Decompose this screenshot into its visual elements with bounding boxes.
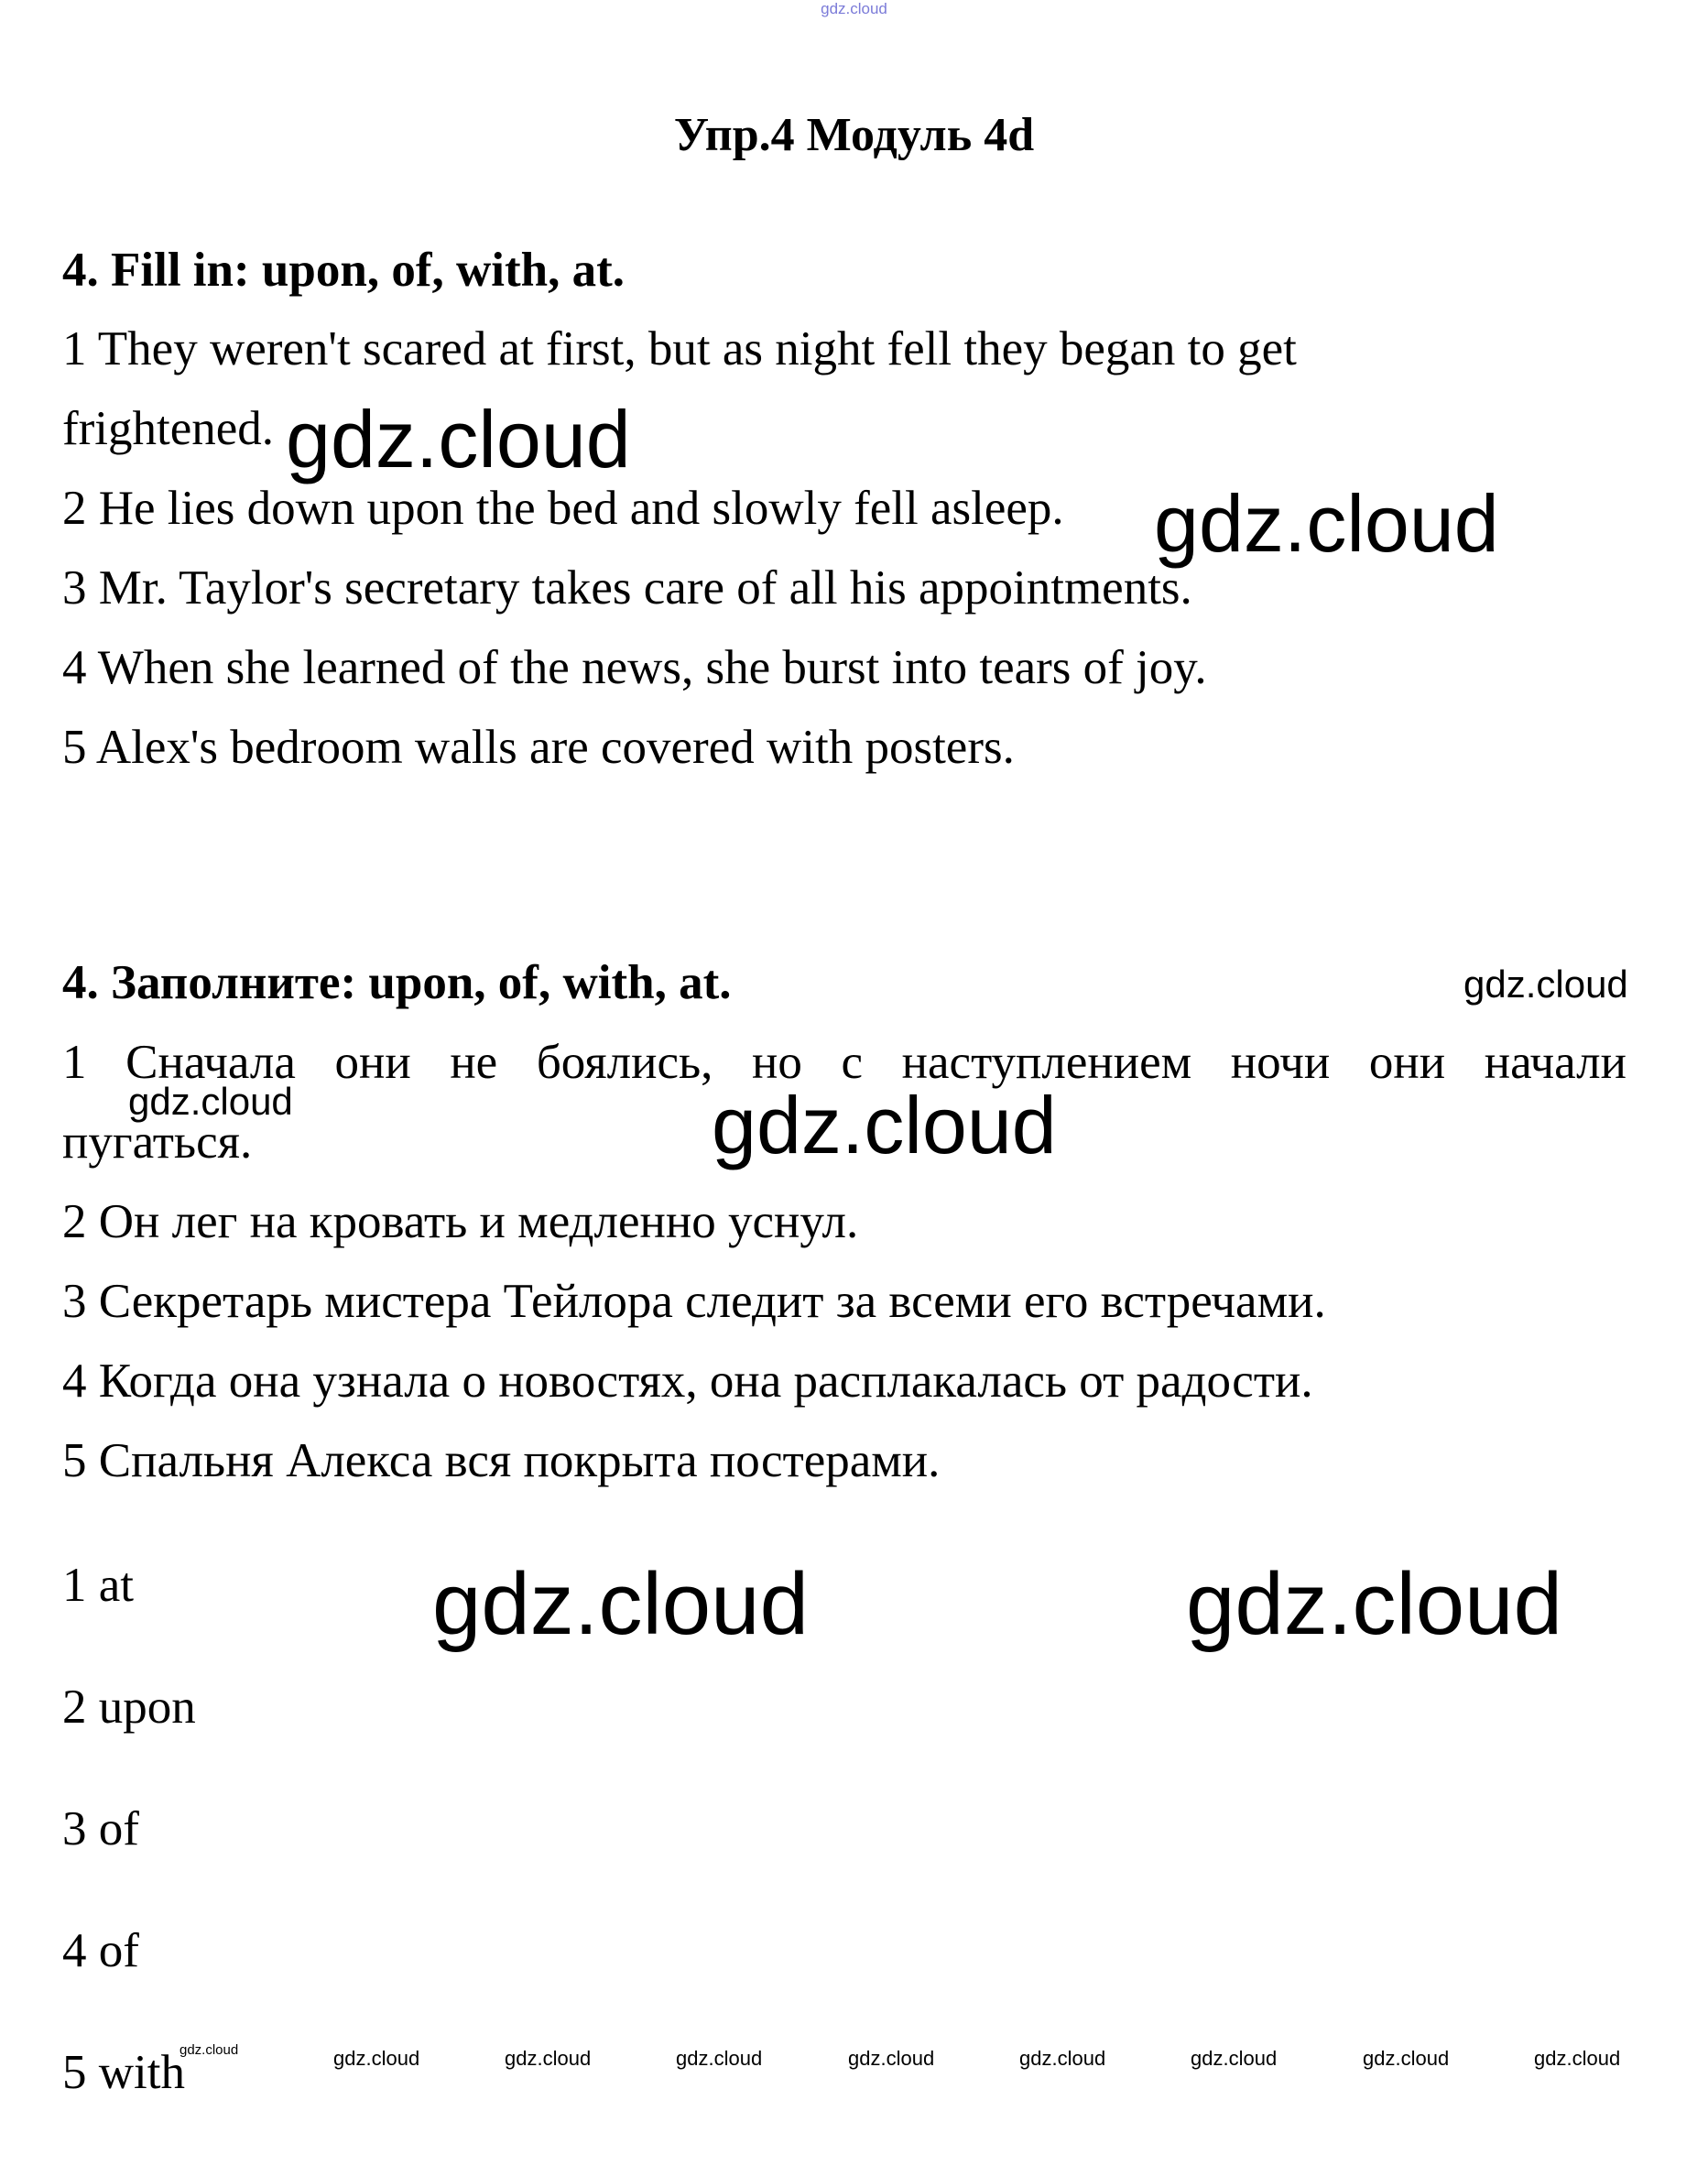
watermark: gdz.cloud — [1186, 1555, 1562, 1653]
footer-watermark: gdz.cloud — [676, 2047, 763, 2070]
russian-sentence-2: 2 Он лег на кровать и медленно уснул. — [62, 1195, 859, 1248]
english-sentence-1-part-2: frightened. — [62, 402, 275, 455]
footer-watermark: gdz.cloud — [505, 2047, 592, 2070]
watermark: gdz.cloud — [128, 1080, 293, 1123]
footer-watermark: gdz.cloud — [1534, 2047, 1621, 2070]
russian-sentence-1-part-1: 1 Сначала они не боялись, но с наступлением ночи они начали — [62, 1036, 1626, 1089]
answer-5: 5 with — [62, 2046, 185, 2099]
footer-watermark: gdz.cloud — [180, 2042, 239, 2058]
answer-4: 4 of — [62, 1924, 139, 1977]
russian-sentence-5: 5 Спальня Алекса вся покрыта постерами. — [62, 1434, 941, 1487]
russian-sentence-4: 4 Когда она узнала о новостях, она расплакалась от радости. — [62, 1354, 1313, 1408]
english-sentence-2: 2 He lies down upon the bed and slowly fell asleep. — [62, 482, 1064, 535]
watermark: gdz.cloud — [432, 1555, 809, 1653]
top-watermark: gdz.cloud — [821, 0, 887, 17]
footer-watermark: gdz.cloud — [1191, 2047, 1278, 2070]
answer-2: 2 upon — [62, 1681, 196, 1734]
watermark: gdz.cloud — [712, 1080, 1057, 1170]
footer-watermark: gdz.cloud — [333, 2047, 420, 2070]
russian-sentence-3: 3 Секретарь мистера Тейлора следит за всеми его встречами. — [62, 1275, 1326, 1328]
watermark: gdz.cloud — [1154, 478, 1499, 569]
page-title: Упр.4 Модуль 4d — [673, 109, 1035, 161]
footer-watermark: gdz.cloud — [1363, 2047, 1450, 2070]
watermark: gdz.cloud — [1463, 963, 1628, 1006]
english-sentence-5: 5 Alex's bedroom walls are covered with posters. — [62, 721, 1015, 774]
answer-3: 3 of — [62, 1802, 139, 1855]
russian-heading: 4. Заполните: upon, of, with, at. — [62, 956, 732, 1009]
watermark: gdz.cloud — [286, 394, 631, 484]
answer-1: 1 at — [62, 1559, 134, 1612]
footer-watermark: gdz.cloud — [848, 2047, 935, 2070]
english-heading: 4. Fill in: upon, of, with, at. — [62, 244, 626, 297]
footer-watermark: gdz.cloud — [1019, 2047, 1106, 2070]
russian-sentence-1-part-2: пугаться. — [62, 1115, 253, 1169]
english-sentence-1-part-1: 1 They weren't scared at first, but as night fell they began to get — [62, 322, 1297, 375]
english-sentence-3: 3 Mr. Taylor's secretary takes care of all his appointments. — [62, 561, 1192, 615]
english-sentence-4: 4 When she learned of the news, she burst into tears of joy. — [62, 641, 1207, 694]
